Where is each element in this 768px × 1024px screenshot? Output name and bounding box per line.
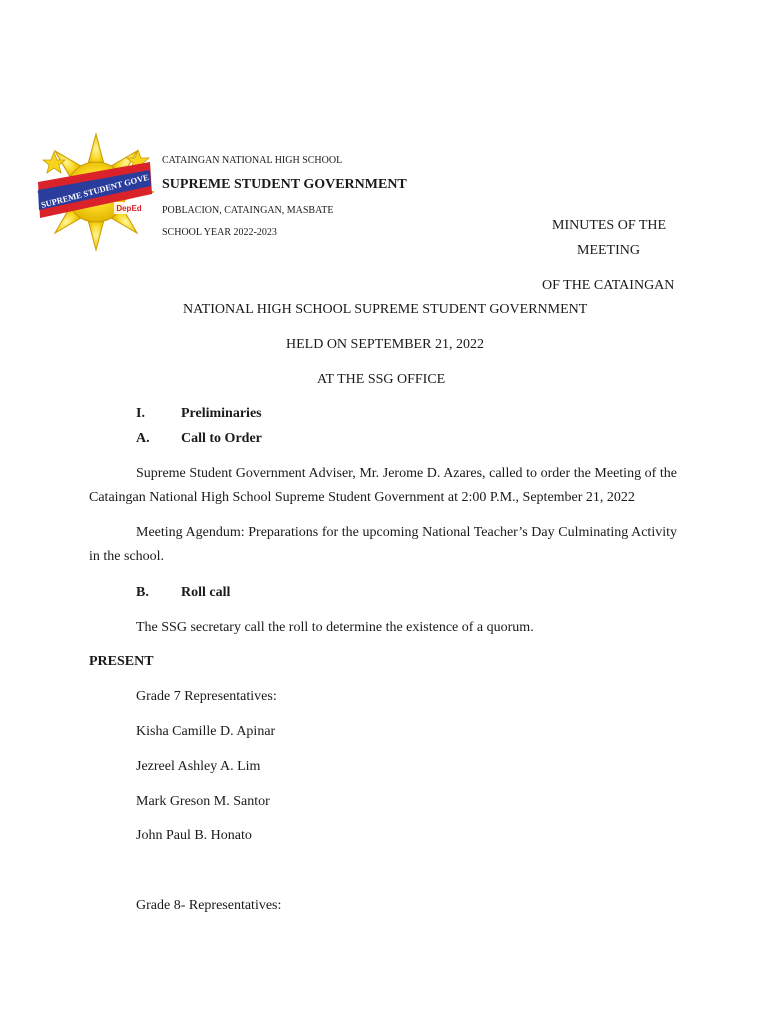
section-1-number: I. (136, 406, 145, 421)
grade7-member: Jezreel Ashley A. Lim (136, 759, 261, 774)
present-heading: PRESENT (89, 654, 154, 669)
grade7-member: John Paul B. Honato (136, 828, 252, 843)
call-to-order-paragraph: Supreme Student Government Adviser, Mr. Jerome D. Azares, called to order the Meeting of the Cataingan National High School Supreme Student Government at 2:00 P.M., September 21, 2022 (89, 466, 677, 505)
section-a-number: A. (136, 431, 150, 446)
logo-banner-text: SUPREME STUDENT GOVE (39, 171, 150, 210)
title-line-4: NATIONAL HIGH SCHOOL SUPREME STUDENT GOVERNMENT (183, 302, 588, 317)
ssg-logo (34, 128, 154, 252)
grade7-member: Kisha Camille D. Apinar (136, 724, 276, 739)
grade8-label: Grade 8- Representatives: (136, 898, 282, 913)
agendum-paragraph: Meeting Agendum: Preparations for the upcoming National Teacher’s Day Culminating Activity in the school. (89, 525, 677, 564)
section-1-title: Preliminaries (181, 406, 262, 421)
logo-badge: DepEd (116, 204, 142, 213)
grade7-member: Mark Greson M. Santor (136, 794, 270, 809)
section-b-title: Roll call (181, 585, 231, 600)
grade7-label: Grade 7 Representatives: (136, 689, 277, 704)
school-address: POBLACION, CATAINGAN, MASBATE (162, 205, 334, 216)
title-line-3: OF THE CATAINGAN (542, 278, 675, 293)
section-b-number: B. (136, 585, 149, 600)
meeting-date: HELD ON SEPTEMBER 21, 2022 (286, 337, 484, 352)
roll-call-paragraph: The SSG secretary call the roll to determine the existence of a quorum. (136, 620, 534, 635)
title-line-2: MEETING (577, 243, 640, 258)
meeting-venue: AT THE SSG OFFICE (317, 372, 446, 387)
school-name: CATAINGAN NATIONAL HIGH SCHOOL (162, 155, 343, 166)
section-a-title: Call to Order (181, 431, 262, 446)
title-line-1: MINUTES OF THE (552, 218, 667, 233)
org-name: SUPREME STUDENT GOVERNMENT (162, 177, 407, 192)
school-year: SCHOOL YEAR 2022-2023 (162, 227, 277, 238)
